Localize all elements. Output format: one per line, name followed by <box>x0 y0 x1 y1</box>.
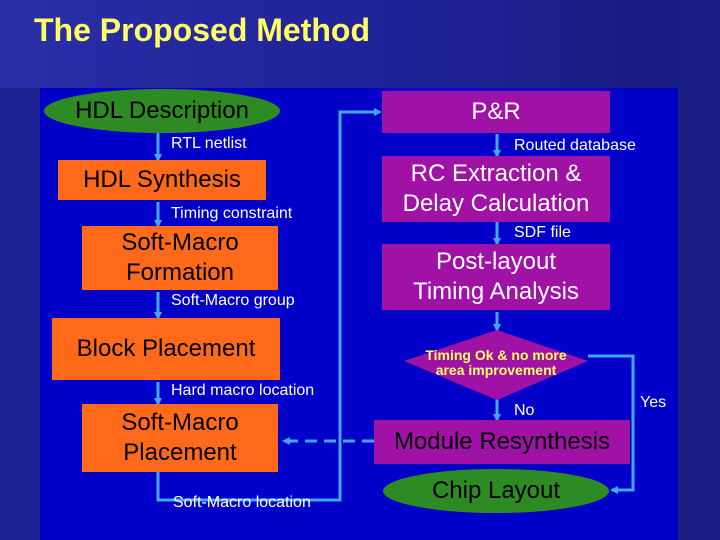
soft-macro-placement-line2: Placement <box>123 439 237 466</box>
soft-macro-placement-box <box>82 404 278 472</box>
slide-title: The Proposed Method <box>34 12 370 48</box>
soft-macro-location-label: Soft-Macro location <box>173 494 311 511</box>
routed-database-label: Routed database <box>514 137 636 154</box>
sdf-file-label: SDF file <box>514 224 571 241</box>
rc-extraction-line2: Delay Calculation <box>402 190 590 217</box>
hdl-description-terminal <box>44 89 280 133</box>
timing-constraint-label: Timing constraint <box>171 205 293 222</box>
soft-macro-formation-line2: Formation <box>125 259 235 286</box>
rtl-netlist-label: RTL netlist <box>171 135 247 152</box>
pr-box <box>382 91 610 133</box>
post-layout-timing-box <box>382 244 610 310</box>
block-placement-box <box>52 318 280 380</box>
soft-macro-group-label: Soft-Macro group <box>171 292 295 309</box>
hdl-synthesis-label: HDL Synthesis <box>83 166 241 193</box>
soft-macro-formation-line1: Soft-Macro <box>121 229 239 256</box>
module-resynthesis-label: Module Resynthesis <box>393 428 611 455</box>
block-placement-label: Block Placement <box>76 335 256 362</box>
hdl-synthesis-box <box>58 160 266 200</box>
pr-label: P&R <box>471 98 521 125</box>
hard-macro-location-label: Hard macro location <box>171 382 315 399</box>
post-layout-line2: Timing Analysis <box>413 278 579 305</box>
module-resynthesis-box <box>374 420 630 464</box>
soft-macro-placement-line1: Soft-Macro <box>121 409 239 436</box>
decision-line2: area improvement <box>435 362 557 378</box>
chip-layout-label: Chip Layout <box>431 477 561 504</box>
hdl-description-label: HDL Description <box>75 97 249 124</box>
chip-layout-terminal <box>383 469 609 513</box>
rc-extraction-line1: RC Extraction & <box>410 160 582 187</box>
rc-extraction-box <box>382 156 610 222</box>
post-layout-line1: Post-layout <box>435 248 557 275</box>
yes-label: Yes <box>640 394 667 411</box>
soft-macro-formation-box <box>82 226 278 290</box>
decision-line1: Timing Ok & no more <box>425 347 567 364</box>
decision-text <box>404 346 588 380</box>
no-label: No <box>514 402 535 419</box>
